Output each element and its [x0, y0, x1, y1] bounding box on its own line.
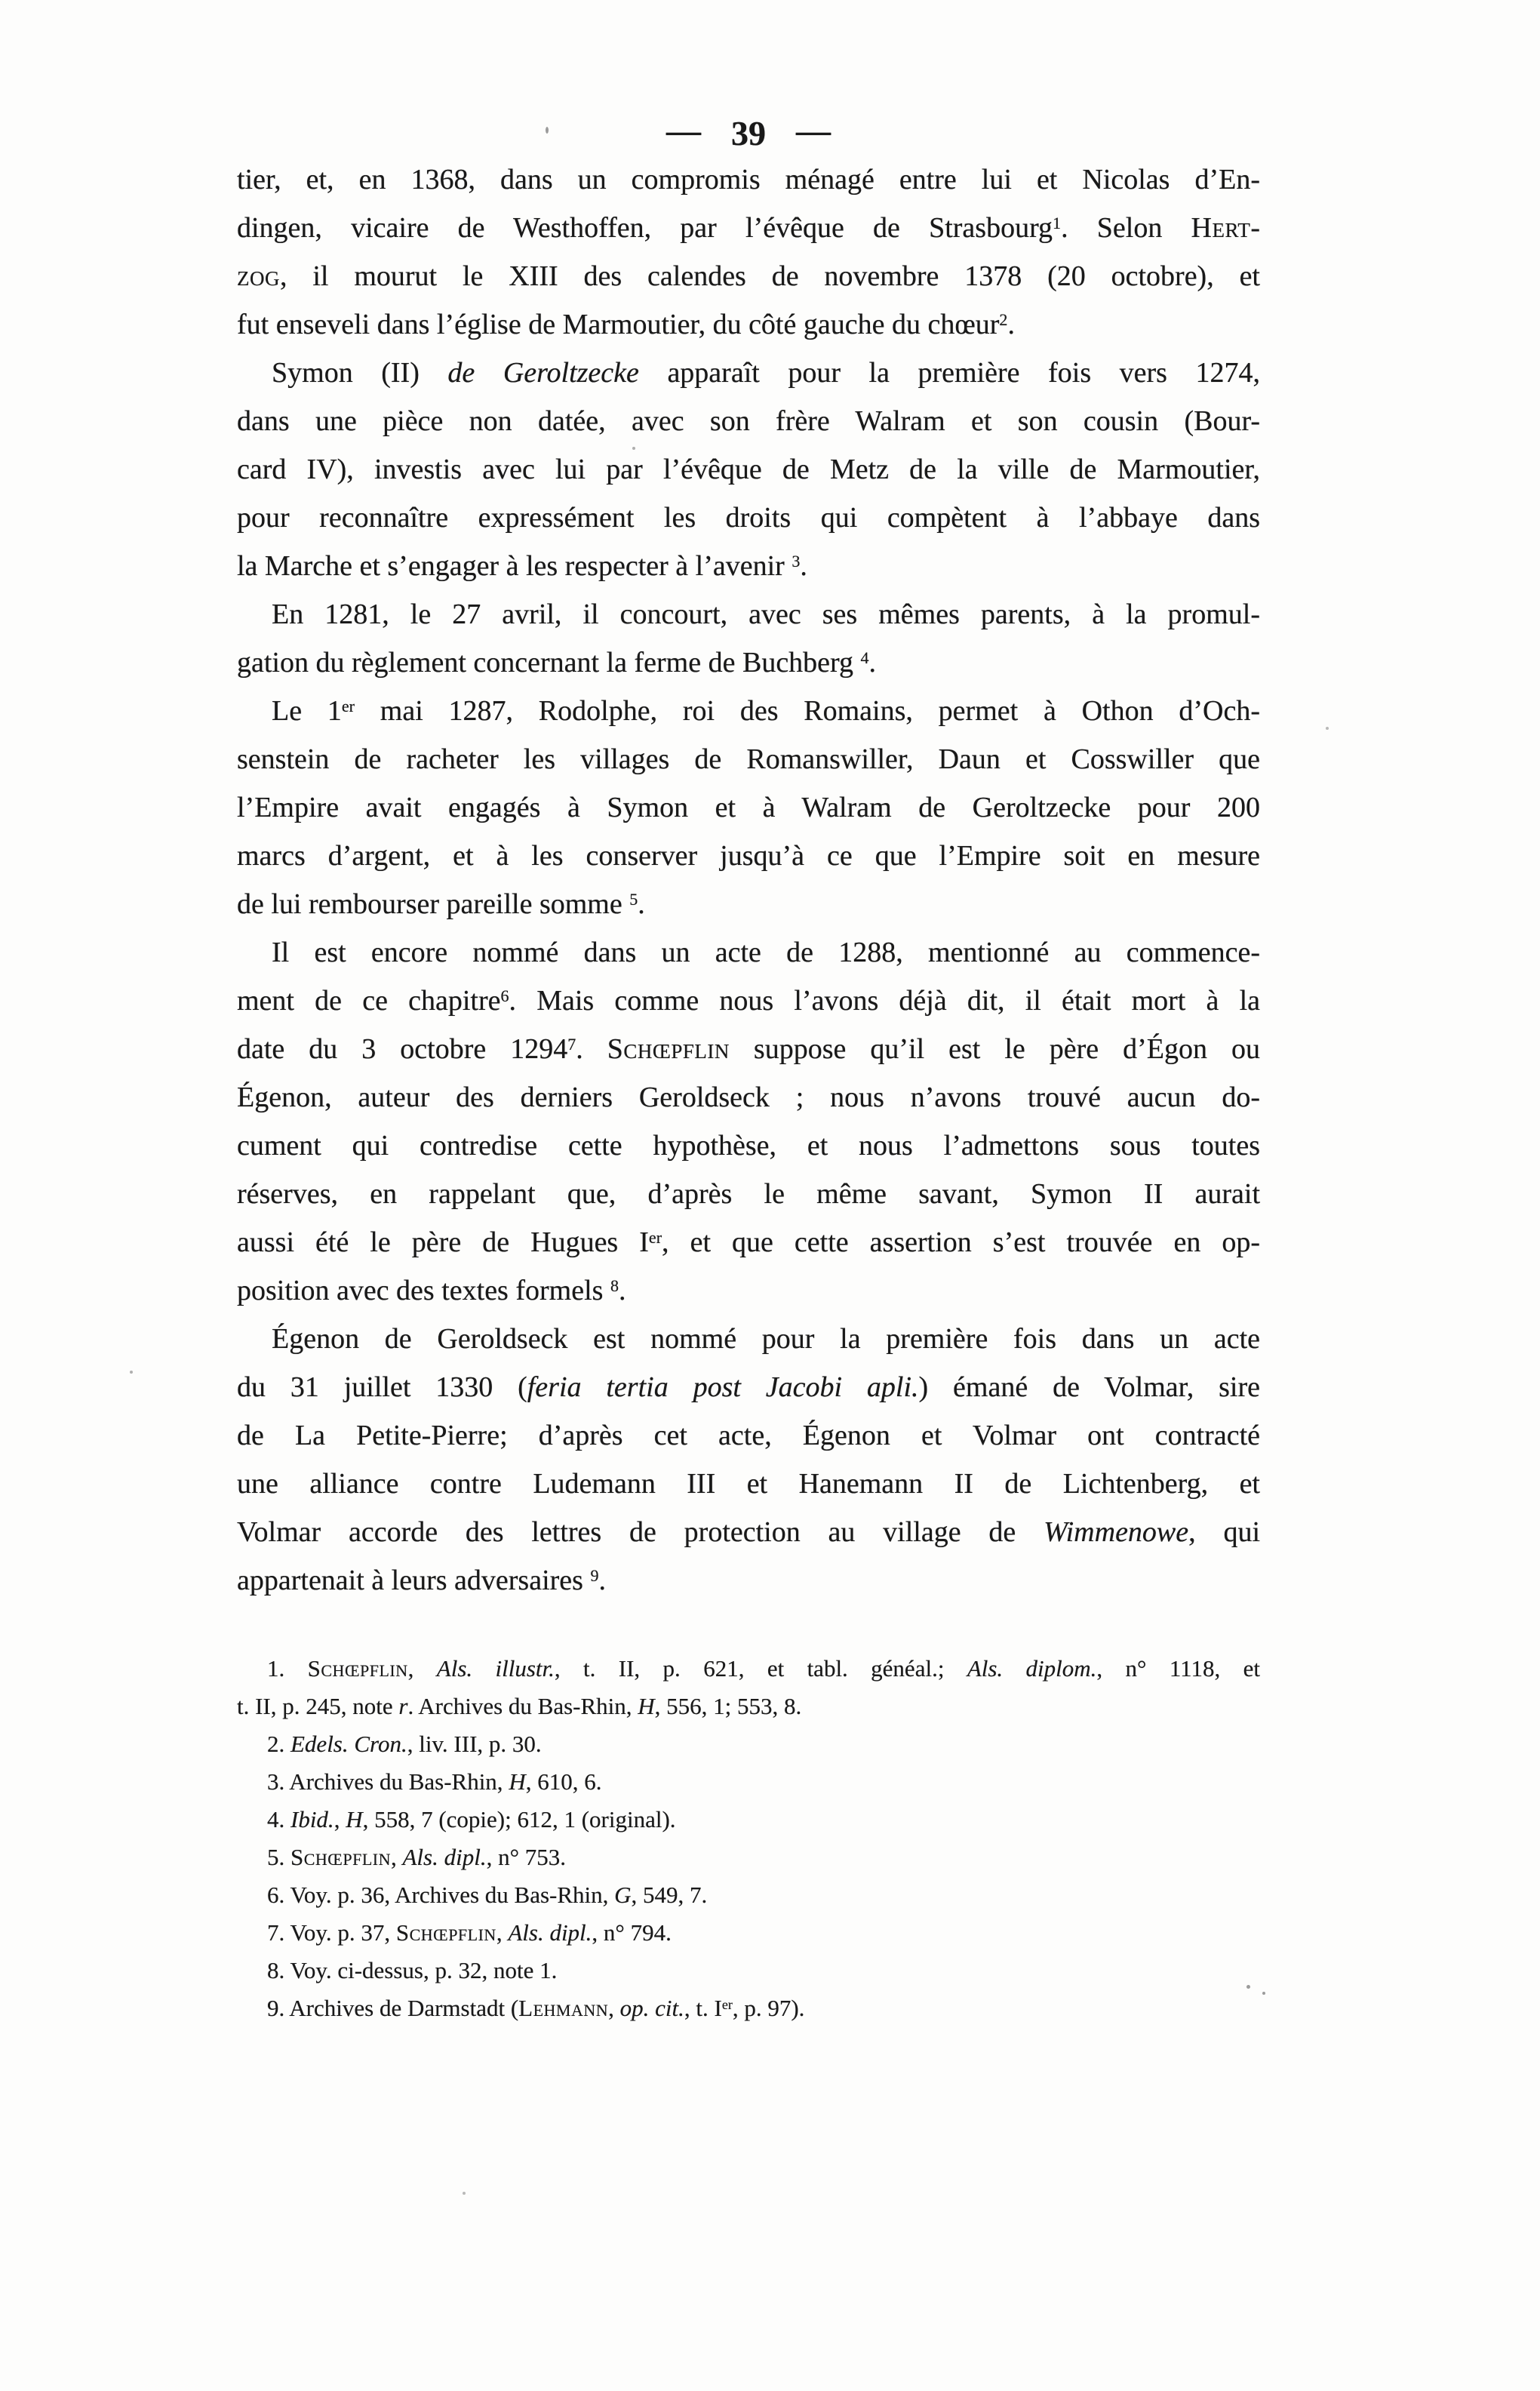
- footnote-line: 6. Voy. p. 36, Archives du Bas-Rhin, G, 549, 7.: [267, 1882, 708, 1908]
- scan-speck: [632, 447, 635, 450]
- text-line: du 31 juillet 1330 (feria tertia post Jacobi apli.) émané de Volmar, sire: [237, 1371, 1260, 1403]
- scan-speck: [463, 2192, 466, 2195]
- text-line: En 1281, le 27 avril, il concourt, avec ses mêmes parents, à la promul-: [272, 599, 1260, 630]
- text-line: aussi été le père de Hugues Ier, et que cette assertion s’est trouvée en op-: [237, 1226, 1261, 1258]
- footnote-line: 7. Voy. p. 37, Schœpflin, Als. dipl., n° 794.: [267, 1919, 672, 1946]
- text-line: une alliance contre Ludemann III et Hanemann II de Lichtenberg, et: [237, 1468, 1260, 1500]
- text-line: zog, il mourut le XIII des calendes de novembre 1378 (20 octobre), et: [237, 260, 1260, 292]
- footnote-line: 1. Schœpflin, Als. illustr., t. II, p. 621, et tabl. généal.; Als. diplom., n° 1118, et: [267, 1655, 1261, 1682]
- text-line: appartenait à leurs adversaires $^9$.: [237, 1565, 606, 1596]
- footnotes: [237, 1650, 1260, 2027]
- scan-speck: [1326, 727, 1329, 730]
- text-line: dingen, vicaire de Westhoffen, par l’évêque de Strasbourg$^1$. Selon Hert-: [237, 212, 1260, 244]
- text-line: dans une pièce non datée, avec son frère Walram et son cousin (Bour-: [237, 405, 1260, 437]
- footnote-line: 5. Schœpflin, Als. dipl., n° 753.: [267, 1844, 566, 1870]
- footnote-line: 2. Edels. Cron., liv. III, p. 30.: [267, 1731, 542, 1757]
- scan-speck: [546, 127, 549, 134]
- text-line: l’Empire avait engagés à Symon et à Walram de Geroltzecke pour 200: [237, 792, 1260, 823]
- footnote-line: 9. Archives de Darmstadt (Lehmann, op. cit., t. Ier, p. 97).: [267, 1995, 805, 2021]
- text-line: de La Petite-Pierre; d’après cet acte, Égenon et Volmar ont contracté: [237, 1420, 1260, 1451]
- text-line: de lui rembourser pareille somme $^5$.: [237, 888, 645, 920]
- text-line: tier, et, en 1368, dans un compromis ménagé entre lui et Nicolas d’En-: [237, 164, 1260, 195]
- text-line: Le 1er mai 1287, Rodolphe, roi des Romains, permet à Othon d’Och-: [272, 695, 1261, 727]
- text-line: Égenon, auteur des derniers Geroldseck ; nous n’avons trouvé aucun do-: [237, 1082, 1260, 1113]
- text-line: pour reconnaître expressément les droits qui compètent à l’abbaye dans: [237, 502, 1260, 534]
- footnote-line: 3. Archives du Bas-Rhin, H, 610, 6.: [267, 1768, 602, 1795]
- text-line: Symon (II) de Geroltzecke apparaît pour la première fois vers 1274,: [272, 357, 1261, 389]
- footnote-line: t. II, p. 245, note r. Archives du Bas-Rhin, H, 556, 1; 553, 8.: [237, 1693, 802, 1719]
- scan-speck: [1246, 1985, 1250, 1989]
- footnote-line: 4. Ibid., H, 558, 7 (copie); 612, 1 (original).: [267, 1806, 676, 1832]
- text-line: fut enseveli dans l’église de Marmoutier, du côté gauche du chœur$^2$.: [237, 309, 1015, 340]
- header-dash-right: —: [796, 111, 831, 149]
- text-line: position avec des textes formels $^8$.: [237, 1275, 626, 1306]
- text-line: card IV), investis avec lui par l’évêque de Metz de la ville de Marmoutier,: [237, 454, 1260, 485]
- page-number-header: [237, 113, 1260, 153]
- scan-speck: [130, 1371, 133, 1374]
- text-line: Égenon de Geroldseck est nommé pour la première fois dans un acte: [272, 1323, 1260, 1355]
- scan-speck: [1262, 1992, 1265, 1995]
- text-line: gation du règlement concernant la ferme de Buchberg $^4$.: [237, 647, 877, 679]
- text-line: réserves, en rappelant que, d’après le même savant, Symon II aurait: [237, 1178, 1260, 1210]
- body-text: [237, 155, 1260, 1605]
- text-line: cument qui contredise cette hypothèse, et nous l’admettons sous toutes: [237, 1130, 1260, 1162]
- text-line: marcs d’argent, et à les conserver jusqu’à ce que l’Empire soit en mesure: [237, 840, 1260, 872]
- text-line: ment de ce chapitre$^6$. Mais comme nous l’avons déjà dit, il était mort à la: [237, 985, 1260, 1017]
- footnote-line: 8. Voy. ci-dessus, p. 32, note 1.: [267, 1957, 558, 1983]
- text-line: date du 3 octobre 1294$^7$. Schœpflin suppose qu’il est le père d’Égon ou: [237, 1033, 1261, 1065]
- text-line: la Marche et s’engager à les respecter à l’avenir $^3$.: [237, 550, 807, 582]
- text-line: senstein de racheter les villages de Romanswiller, Daun et Cosswiller que: [237, 743, 1260, 775]
- header-dash-left: —: [666, 111, 701, 149]
- text-line: Il est encore nommé dans un acte de 1288, mentionné au commence-: [272, 937, 1260, 968]
- text-line: Volmar accorde des lettres de protection au village de Wimmenowe, qui: [237, 1516, 1260, 1548]
- page-number: 39: [731, 114, 766, 152]
